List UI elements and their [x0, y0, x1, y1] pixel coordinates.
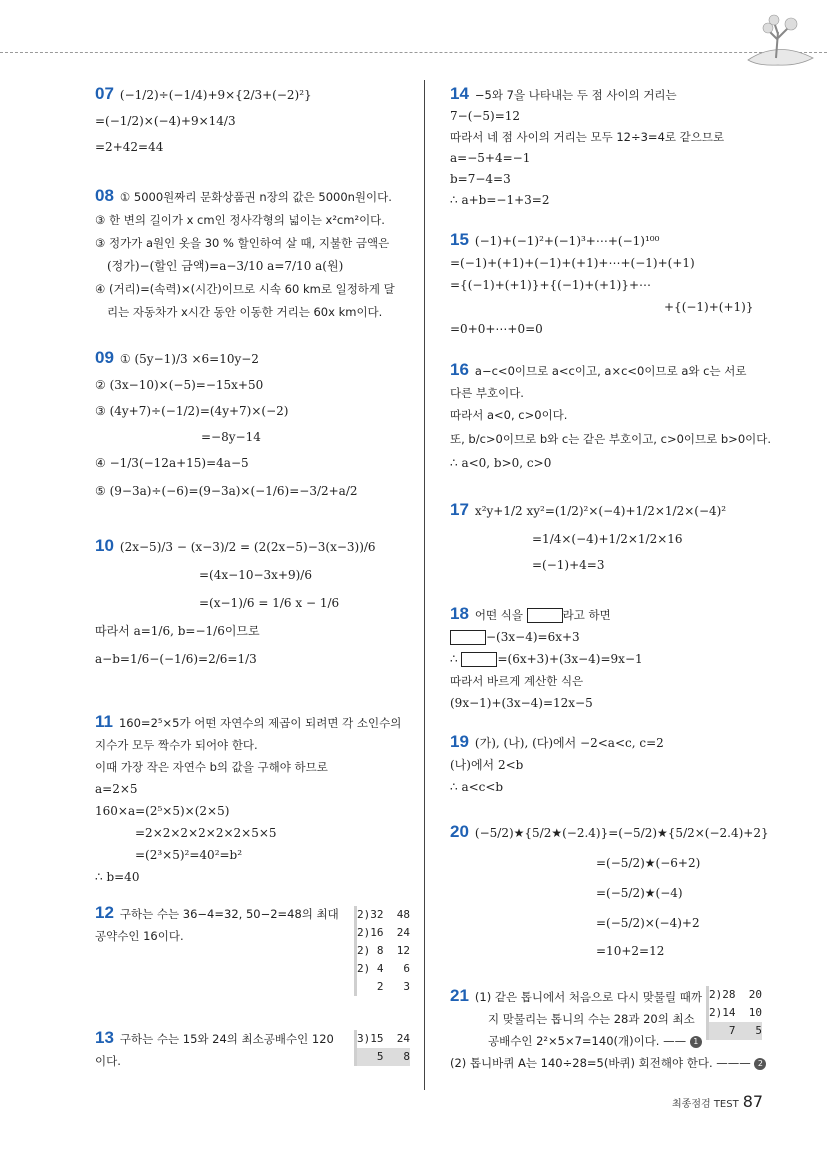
line: 따라서 a<0, c>0이다. [450, 408, 568, 422]
problem-number: 20 [450, 822, 469, 841]
line: 어떤 식을 [474, 608, 524, 622]
blank-box [461, 652, 497, 667]
line: 이때 가장 작은 자연수 b의 값을 구해야 하므로 [95, 760, 328, 774]
line: 구하는 수는 15와 24의 최소공배수인 120 [119, 1032, 334, 1046]
problem-21: 21 (1) 같은 톱니에서 처음으로 다시 맞물릴 때까 지 맞물리는 톱니의 수는 28과 20의 최소 공배수인 2²×5×7=140(개)이다. —— 1 (2) 톱니바퀴 A는 140÷28=5(바퀴) 회전해야 한다. ——— 2 [450, 986, 766, 1073]
problem-18 [450, 604, 643, 713]
line: 따라서 a=1/6, b=−1/6이므로 [95, 624, 260, 638]
table-row: 5 8 [354, 1048, 410, 1066]
problem-number: 13 [95, 1028, 114, 1047]
problem-15 [450, 230, 753, 339]
column-divider [424, 80, 425, 1090]
line: =(−1)+(+1)+(−1)+(+1)+⋯+(−1)+(+1) [450, 256, 695, 270]
line: 구하는 수는 36−4=32, 50−2=48의 최대 [119, 907, 339, 921]
line: ③ 한 변의 길이가 x cm인 정사각형의 넓이는 x²cm²이다. [95, 213, 385, 227]
line: ⑤ (9−3a)÷(−6)=(9−3a)×(−1/6)=−3/2+a/2 [95, 484, 358, 498]
line: ={(−1)+(+1)}+{(−1)+(+1)}+⋯ [450, 278, 652, 292]
line: ② (3x−10)×(−5)=−15x+50 [95, 378, 264, 392]
therefore-symbol: ∴ [450, 652, 458, 666]
problem-number: 19 [450, 732, 469, 751]
line: 7−(−5)=12 [450, 109, 521, 123]
line: 라고 하면 [562, 608, 611, 622]
line: ∴ a+b=−1+3=2 [450, 193, 550, 207]
problem-number: 18 [450, 604, 469, 623]
problem-number: 10 [95, 536, 114, 555]
line: 이다. [95, 1054, 121, 1068]
line: ③ 정가가 a원인 옷을 30 % 할인하여 살 때, 지불한 금액은 [95, 236, 390, 250]
problem-13 [95, 1028, 334, 1071]
line: ∴ a<c<b [450, 780, 504, 794]
table-row: 3)15 24 [354, 1030, 410, 1048]
problem-11 [95, 712, 401, 887]
problem-09 [95, 348, 358, 501]
line: 리는 자동차가 x시간 동안 이동한 거리는 60x km이다. [107, 305, 383, 319]
line: =(x−1)/6 = 1/6 x − 1/6 [199, 596, 340, 610]
marker-2-icon: 2 [754, 1058, 766, 1070]
problem-number: 16 [450, 360, 469, 379]
lcm-division-table [354, 1030, 410, 1066]
line: x²y+1/2 xy²=(1/2)²×(−4)+1/2×1/2×(−4)² [474, 504, 727, 518]
line: =−8y−14 [201, 430, 261, 444]
line: 지수가 모두 짝수가 되어야 한다. [95, 738, 258, 752]
line: =(−1)+4=3 [532, 558, 605, 572]
table-row: 2) 4 6 [354, 960, 410, 978]
line: =(4x−10−3x+9)/6 [199, 568, 312, 582]
line: 공배수인 2²×5×7=140(개)이다. [488, 1034, 660, 1048]
problem-19 [450, 732, 664, 797]
page-footer [672, 1092, 763, 1111]
blank-box [450, 630, 486, 645]
line: (−1)+(−1)²+(−1)³+⋯+(−1)¹⁰⁰ [474, 234, 660, 248]
blank-box [527, 608, 563, 623]
line: =(−5/2)★(−4) [596, 886, 683, 900]
line: ③ (4y+7)÷(−1/2)=(4y+7)×(−2) [95, 404, 289, 418]
line: −(3x−4)=6x+3 [486, 630, 580, 644]
table-row: 2)14 10 [706, 1004, 762, 1022]
line: a=2×5 [95, 782, 138, 796]
header-rule [0, 52, 827, 53]
line: −5와 7을 나타내는 두 점 사이의 거리는 [474, 88, 677, 102]
line: =2×2×2×2×2×2×5×5 [135, 826, 277, 840]
line: 공약수인 16이다. [95, 929, 184, 943]
line: =2+42=44 [95, 140, 164, 154]
line: ① 5000원짜리 문화상품권 n장의 값은 5000n원이다. [119, 190, 392, 204]
problem-20 [450, 822, 769, 961]
line: (정가)−(할인 금액)=a−3/10 a=7/10 a(원) [107, 259, 344, 273]
problem-08 [95, 186, 395, 322]
problem-14 [450, 84, 724, 210]
table-row: 2)28 20 [706, 986, 762, 1004]
gcd-division-table [354, 906, 410, 996]
line: 따라서 네 점 사이의 거리는 모두 12÷3=4로 같으므로 [450, 130, 725, 144]
line: a−b=1/6−(−1/6)=2/6=1/3 [95, 652, 257, 666]
page-number: 87 [742, 1092, 764, 1111]
line: (−5/2)★{5/2★(−2.4)}=(−5/2)★{5/2×(−2.4)+2} [474, 826, 769, 840]
problem-number: 12 [95, 903, 114, 922]
line: b=7−4=3 [450, 172, 511, 186]
line: =1/4×(−4)+1/2×1/2×16 [532, 532, 683, 546]
line: (−1/2)÷(−1/4)+9×{2/3+(−2)²} [119, 88, 312, 102]
line: 또, b/c>0이므로 b와 c는 같은 부호이고, c>0이므로 b>0이다. [450, 432, 772, 446]
problem-number: 14 [450, 84, 469, 103]
line: 따라서 바르게 계산한 식은 [450, 674, 584, 688]
line: ④ (거리)=(속력)×(시간)이므로 시속 60 km로 일정하게 달 [95, 282, 395, 296]
line: =(−5/2)×(−4)+2 [596, 916, 700, 930]
problem-17 [450, 500, 726, 575]
table-row: 2) 8 12 [354, 942, 410, 960]
tree-logo-icon [738, 10, 818, 70]
line: 다른 부호이다. [450, 386, 524, 400]
line: +{(−1)+(+1)} [664, 300, 754, 314]
gear-lcm-division-table [706, 986, 762, 1040]
line: =(−5/2)★(−6+2) [596, 856, 701, 870]
line: ① (5y−1)/3 ×6=10y−2 [119, 352, 259, 366]
problem-10 [95, 536, 376, 669]
line: ④ −1/3(−12a+15)=4a−5 [95, 456, 249, 470]
line: (9x−1)+(3x−4)=12x−5 [450, 696, 593, 710]
problem-number: 08 [95, 186, 114, 205]
line: =(2³×5)²=40²=b² [135, 848, 243, 862]
problem-number: 17 [450, 500, 469, 519]
line: (2x−5)/3 − (x−3)/2 = (2(2x−5)−3(x−3))/6 [119, 540, 376, 554]
line: a−c<0이므로 a<c이고, a×c<0이므로 a와 c는 서로 [474, 364, 747, 378]
line: 지 맞물리는 톱니의 수는 28과 20의 최소 [488, 1012, 695, 1026]
line: 160=2⁵×5가 어떤 자연수의 제곱이 되려면 각 소인수의 [118, 716, 402, 730]
problem-number: 07 [95, 84, 114, 103]
line: (나)에서 2<b [450, 758, 524, 772]
table-row: 2)32 48 [354, 906, 410, 924]
line: =(6x+3)+(3x−4)=9x−1 [497, 652, 643, 666]
line: (1) 같은 톱니에서 처음으로 다시 맞물릴 때까 [474, 990, 702, 1004]
line: =10+2=12 [596, 944, 665, 958]
line: (2) 톱니바퀴 A는 140÷28=5(바퀴) 회전해야 한다. [450, 1056, 713, 1070]
problem-number: 09 [95, 348, 114, 367]
table-row: 2 3 [354, 978, 410, 996]
problem-number: 11 [95, 712, 113, 731]
line: 160×a=(2⁵×5)×(2×5) [95, 804, 230, 818]
problem-16 [450, 360, 771, 473]
problem-number: 15 [450, 230, 469, 249]
line: ∴ a<0, b>0, c>0 [450, 456, 552, 470]
table-row: 2)16 24 [354, 924, 410, 942]
marker-1-icon: 1 [690, 1036, 702, 1048]
line: =(−1/2)×(−4)+9×14/3 [95, 114, 236, 128]
problem-12 [95, 903, 339, 946]
line: ∴ b=40 [95, 870, 140, 884]
line: =0+0+⋯+0=0 [450, 322, 543, 336]
line: a=−5+4=−1 [450, 151, 531, 165]
table-row: 7 5 [706, 1022, 762, 1040]
line: (가), (나), (다)에서 −2<a<c, c=2 [474, 736, 664, 750]
problem-07 [95, 84, 312, 157]
footer-label: 최종점검 TEST [672, 1099, 739, 1110]
problem-number: 21 [450, 986, 469, 1005]
